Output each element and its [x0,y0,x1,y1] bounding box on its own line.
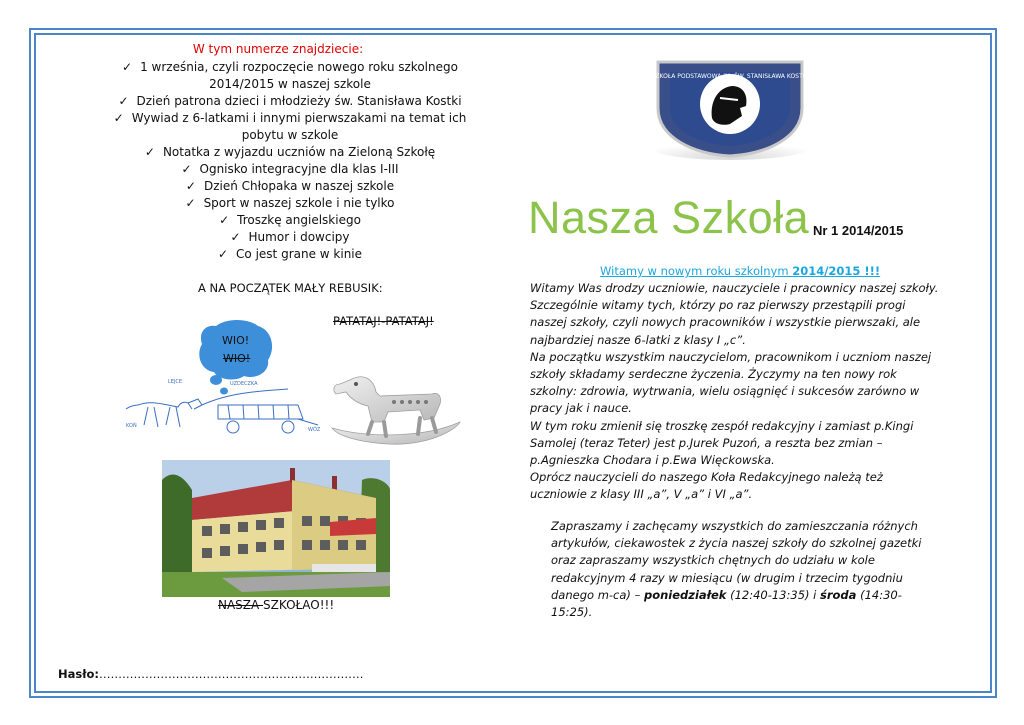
checkmark-icon: ✓ [230,230,241,244]
checkmark-icon: ✓ [219,213,230,227]
password-line: Hasło:…………………………………………………………… [58,667,364,681]
school-caption: NASZA SZKOŁAO!!! [218,598,335,612]
bubble-text: WIO! [223,352,251,365]
toc-item: ✓ Dzień patrona dzieci i młodzieży św. Stanisława Kostki [118,94,462,108]
welcome-paragraph: Witamy Was drodzy uczniowie, nauczyciele i pracownicy naszej szkoły. Szczególnie witamy tych, którzy po raz pierwszy przestąpili progi naszej szkoły, czyli nowych pracowników i wszystkie pierwszaki, ale najbardziej nasze 6-latki z klasy I „c”. [530,281,939,347]
bubble-text: WIO! [222,334,250,347]
welcome-paragraph: Oprócz nauczycieli do naszego Koła Redakcyjnego należą też uczniowie z klasy III „a”, V „a” i VI „a”. [530,470,883,502]
sketch-label: LEJCE [168,379,183,385]
toc-item: ✓ Dzień Chłopaka w naszej szkole [185,179,395,193]
school-logo [650,48,810,161]
masthead-title: Nasza Szkoła [528,192,810,243]
sketch-label: KOŃ [126,423,137,429]
checkmark-icon: ✓ [217,247,229,261]
toc-item: ✓ Ognisko integracyjne dla klas I-III [181,162,399,176]
welcome-body [530,280,942,504]
patataj-text: PATATAJ!-PATATAJ! [333,314,434,328]
welcome-title: Witamy w nowym roku szkolnym 2014/2015 !!! [600,264,881,278]
logo-text: SZKOŁA PODSTAWOWA IM. ŚW. STANISŁAWA KOSTKI [651,73,809,80]
issue-number: Nr 1 2014/2015 [813,223,904,238]
toc-title: W tym numerze znajdziecie: [192,42,364,56]
table-of-contents [90,59,490,263]
toc-item: ✓ Humor i dowcipy [230,230,350,244]
rocking-horse-image [328,372,464,454]
invite-paragraph: Zapraszamy i zachęcamy wszystkich do zamieszczania różnych artykułów, ciekawostek z życia naszej szkoły do szkolnej gazetki oraz zapraszamy wszystkich chętnych do udziału w kole redakcyjnym 4 razy w miesiącu (w drugim i trzecim tygodniu danego m-ca) – poniedziałek (12:40-13:35) i środa (14:30-15:25). [551,519,922,620]
toc-item: ✓ Notatka z wyjazdu uczniów na Zieloną Szkołę [144,145,436,159]
checkmark-icon: ✓ [113,111,124,125]
rebus-title: A NA POCZĄTEK MAŁY REBUSIK: [198,281,383,295]
checkmark-icon: ✓ [122,60,133,74]
checkmark-icon: ✓ [185,196,196,210]
checkmark-icon: ✓ [144,145,155,159]
toc-item: ✓ Sport w naszej szkole i nie tylko [185,196,395,210]
welcome-paragraph: Na początku wszystkim nauczycielom, pracownikom i uczniom naszej szkoły składamy serdeczne życzenia. Życzymy na ten nowy rok szkolny: zdrowia, wytrwania, wielu osiągnięć i sukcesów zarówno w pracy jak i nauce. [530,349,932,416]
toc-item: ✓ Co jest grane w kinie [217,247,363,261]
toc-item: ✓ Troszkę angielskiego [219,213,361,227]
toc-item: ✓ 1 września, czyli rozpoczęcie nowego roku szkolnego 2014/2015 w naszej szkole [122,60,458,91]
checkmark-icon: ✓ [185,179,196,193]
checkmark-icon: ✓ [181,162,192,176]
sketch-label: UZDECZKA [230,381,258,387]
welcome-paragraph: W tym roku zmienił się troszkę zespół redakcyjny i zamiast p.Kingi Samolej (teraz Teter) jest p.Jurek Puzoń, a reszta bez zmian – p.Agnieszka Chodara i p.Ewa Więckowska. [530,418,914,468]
checkmark-icon: ✓ [118,94,129,108]
toc-item: ✓ Wywiad z 6-latkami i innymi pierwszakami na temat ich pobytu w szkole [113,111,467,142]
horse-cart-sketch [118,375,333,445]
school-building-photo [162,460,390,597]
sketch-label: WÓZ [308,427,321,433]
